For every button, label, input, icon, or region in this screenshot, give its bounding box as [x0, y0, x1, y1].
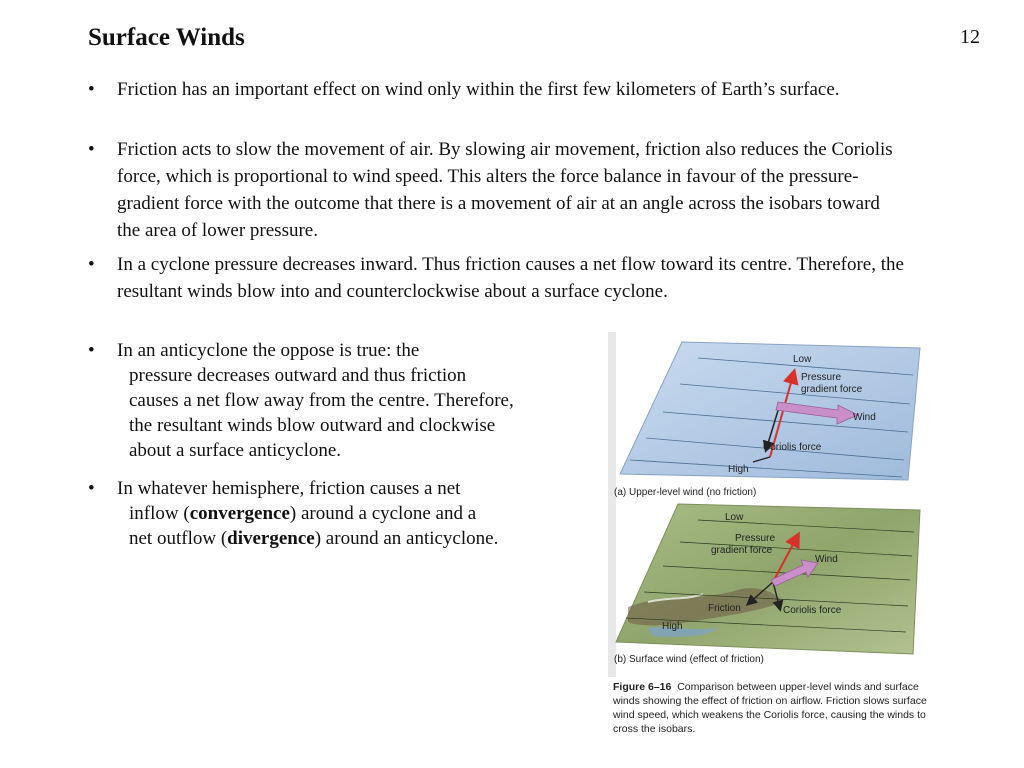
upper-level-plane: [620, 342, 920, 480]
bullet-marker: •: [88, 340, 95, 361]
bullet-line: about a surface anticyclone.: [129, 440, 342, 461]
figure-6-16: [608, 332, 934, 742]
bullet-line: In whatever hemisphere, friction causes a net: [117, 478, 461, 499]
bullet-line: the resultant winds blow outward and clockwise: [129, 415, 496, 436]
bullet-marker: •: [88, 478, 95, 499]
bullet-text: ) around an anticyclone.: [314, 528, 499, 549]
bullet-marker: •: [88, 254, 95, 275]
label-high: High: [662, 621, 683, 632]
label-high: High: [728, 464, 749, 475]
bullet-item-1: [88, 76, 917, 103]
bullet-text: Friction acts to slow the movement of air. By slowing air movement, friction also reduces the Coriolis force, which is proportional to wind speed. This alters the force balance in favour of the pressure-gradient force with the outcome that there is a movement of air at an angle across the isobars toward the area of lower pressure.: [117, 139, 893, 241]
bullet-line: [117, 501, 607, 526]
label-pgf: gradient force: [711, 545, 773, 556]
bullet-text: In a cyclone pressure decreases inward. Thus friction causes a net flow toward its centre. Therefore, the resultant winds blow into and counterclockwise about a surface cyclone.: [117, 254, 904, 302]
bullet-text: ) around a cyclone and a: [289, 503, 477, 524]
label-coriolis: Coriolis force: [763, 442, 822, 453]
figure-caption: [613, 680, 929, 736]
bullet-item-5: [88, 476, 607, 551]
label-pgf: Pressure: [801, 372, 842, 383]
bullet-line: causes a net flow away from the centre. Therefore,: [129, 390, 514, 411]
figure-label: Figure 6–16: [613, 681, 672, 693]
label-low: Low: [793, 354, 812, 365]
bullet-item-3: [88, 251, 912, 305]
label-low: Low: [725, 512, 744, 523]
bullet-item-2: [88, 136, 907, 244]
label-friction: Friction: [708, 603, 741, 614]
bullet-text: Friction has an important effect on wind only within the first few kilometers of Earth’s surface.: [117, 79, 840, 100]
bullet-marker: •: [88, 139, 95, 160]
panel-surface: [614, 504, 920, 665]
bullet-line: pressure decreases outward and thus friction: [129, 365, 467, 386]
label-pgf: Pressure: [735, 533, 776, 544]
figure-caption-text: Comparison between upper-level winds and surface winds showing the effect of friction on airflow. Friction slows surface wind speed, which weakens the Coriolis force, causing the winds to cross the isobars.: [613, 681, 927, 735]
panel-a-caption: (a) Upper-level wind (no friction): [614, 487, 757, 498]
bullet-line: [117, 526, 607, 551]
figure-diagram: [608, 332, 934, 677]
panel-b-caption: (b) Surface wind (effect of friction): [614, 654, 764, 665]
label-wind: Wind: [853, 412, 876, 423]
term-divergence: divergence: [227, 528, 315, 549]
label-wind: Wind: [815, 554, 838, 565]
bullet-text: net outflow (: [129, 528, 228, 549]
bullet-text: inflow (: [129, 503, 190, 524]
page-number: 12: [960, 26, 980, 48]
label-coriolis: Coriolis force: [783, 605, 842, 616]
slide-title: Surface Winds: [88, 24, 245, 51]
bullet-line: In an anticyclone the oppose is true: the: [117, 340, 420, 361]
term-convergence: convergence: [189, 503, 290, 524]
label-pgf: gradient force: [801, 384, 863, 395]
panel-upper-level: [614, 342, 920, 498]
bullet-item-4: [88, 338, 607, 463]
bullet-marker: •: [88, 79, 95, 100]
